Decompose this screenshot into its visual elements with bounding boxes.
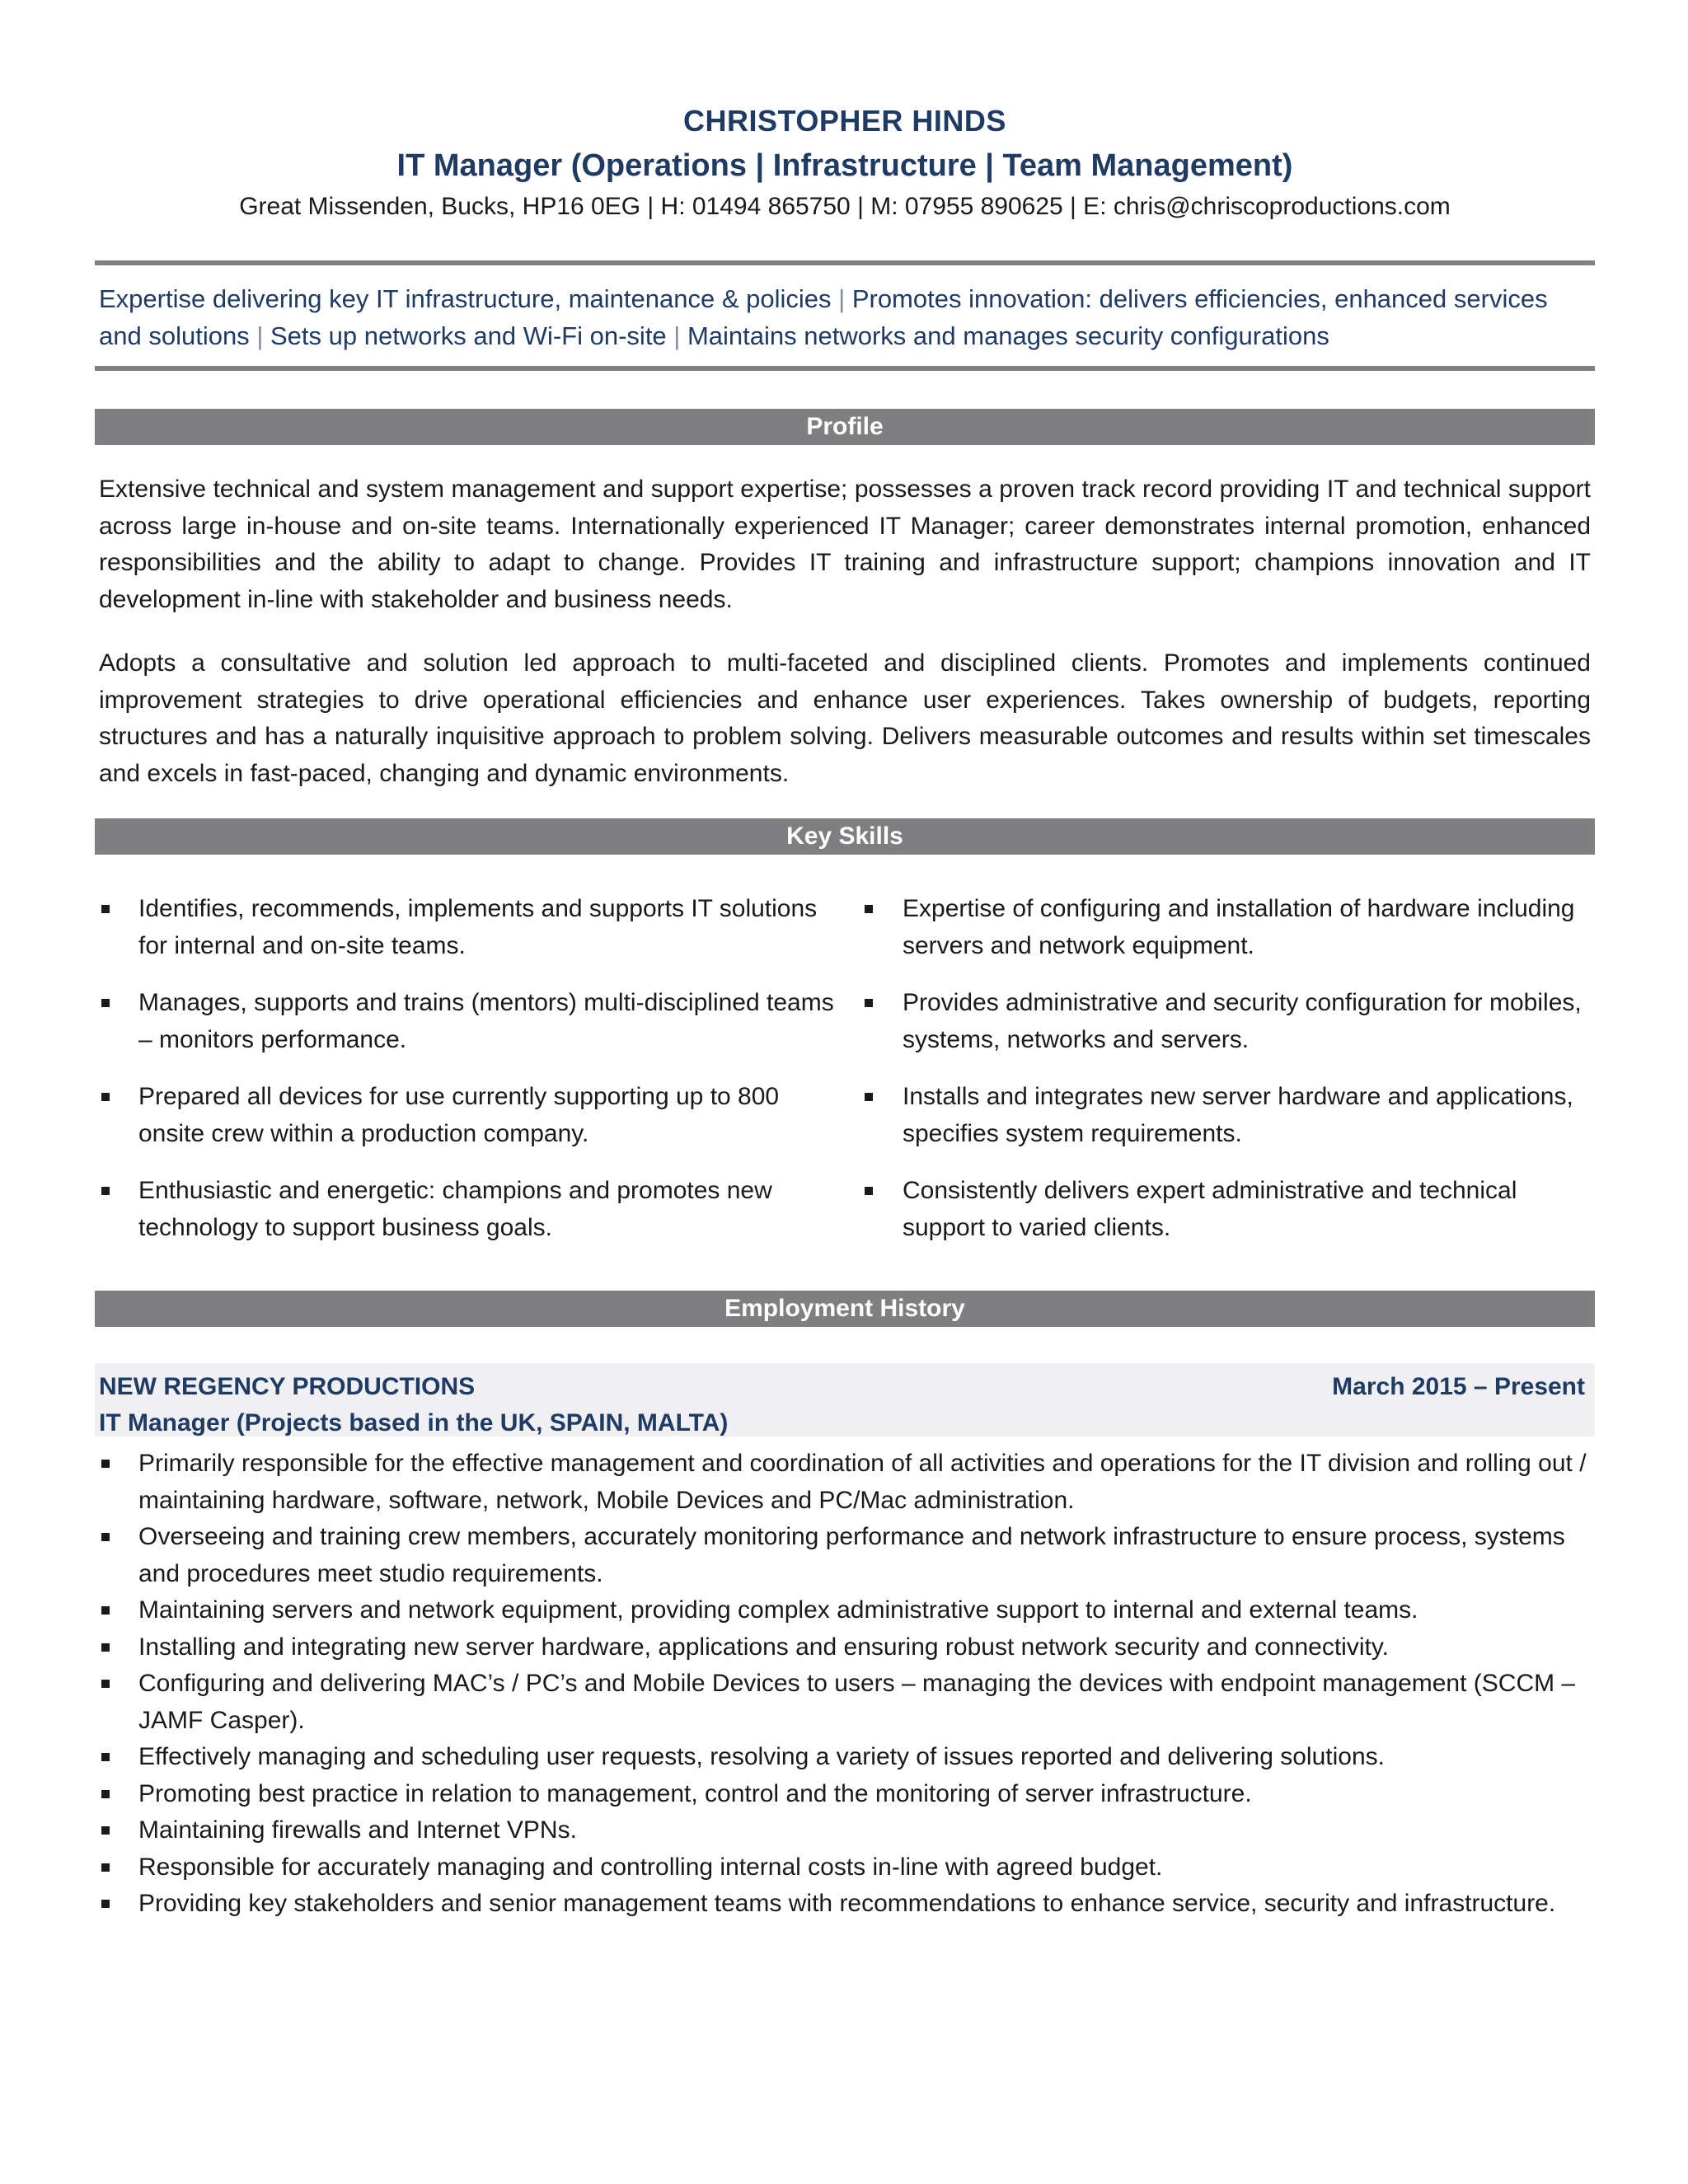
duty-text: Promoting best practice in relation to management, control and the monitoring of server infrastructure. xyxy=(138,1779,1252,1807)
job-header xyxy=(95,1363,1595,1436)
duty-item xyxy=(95,1812,1595,1849)
duty-text: Providing key stakeholders and senior management teams with recommendations to enhance service, security and infrastructure. xyxy=(138,1890,1556,1917)
bullet-square-icon xyxy=(101,1643,110,1652)
profile-paragraph: Adopts a consultative and solution led approach to multi-faceted and disciplined clients. Promotes and implements continued improvement strategies to drive operational efficiencies and enhance user experiences. Takes ownership of budgets, reporting structures and has a naturally inquisitive approach to problem solving. Delivers measurable outcomes and results within set timescales and excels in fast-paced, changing and dynamic environments. xyxy=(99,649,1591,787)
skill-text: Prepared all devices for use currently supporting up to 800 onsite crew within a production company. xyxy=(138,1083,780,1147)
section-header-key-skills: Key Skills xyxy=(95,818,1595,855)
candidate-title: IT Manager (Operations | Infrastructure | Team Management) xyxy=(396,148,1293,183)
duty-text: Installing and integrating new server hardware, applications and ensuring robust network security and connectivity. xyxy=(138,1633,1389,1661)
duty-item xyxy=(95,1886,1595,1923)
highlight-item: Maintains networks and manages security configurations xyxy=(687,321,1329,350)
skill-text: Expertise of configuring and installation of hardware including servers and network equipment. xyxy=(903,895,1575,959)
duty-item xyxy=(95,1519,1595,1592)
contact-line: Great Missenden, Bucks, HP16 0EG | H: 01494 865750 | M: 07955 890625 | E: chris@chriscoproductions.com xyxy=(239,193,1451,220)
skill-item xyxy=(853,1079,1595,1152)
bullet-square-icon xyxy=(101,1863,110,1872)
duty-item xyxy=(95,1666,1595,1739)
duty-item xyxy=(95,1446,1595,1519)
skill-item xyxy=(853,1173,1595,1246)
duty-text: Overseeing and training crew members, accurately monitoring performance and network infrastructure to ensure process, systems and procedures meet studio requirements. xyxy=(138,1523,1565,1587)
highlight-item: Promotes innovation: delivers efficiencies, enhanced services and solutions xyxy=(99,284,1548,350)
bullet-square-icon xyxy=(101,1900,110,1908)
job-dates: March 2015 – Present xyxy=(1332,1373,1585,1400)
skill-text: Manages, supports and trains (mentors) multi-disciplined teams – monitors performance. xyxy=(138,989,834,1053)
duty-item xyxy=(95,1592,1595,1629)
skills-column-right xyxy=(853,891,1595,1267)
profile-paragraph: Extensive technical and system management and support expertise; possesses a proven track record providing IT and technical support across large in-house and on-site teams. Internationally experienced IT Manager; career demonstrates internal promotion, enhanced responsibilities and the ability to adapt to change. Provides IT training and infrastructure support; champions innovation and IT development in-line with stakeholder and business needs. xyxy=(99,476,1591,613)
job-role: IT Manager (Projects based in the UK, SPAIN, MALTA) xyxy=(99,1409,729,1436)
bullet-square-icon xyxy=(101,1187,110,1195)
section-header-employment-history: Employment History xyxy=(95,1291,1595,1327)
bullet-square-icon xyxy=(101,1680,110,1688)
bullet-square-icon xyxy=(101,1460,110,1468)
duty-text: Configuring and delivering MAC’s / PC’s and Mobile Devices to users – managing the devices with endpoint management (SCCM – JAMF Casper). xyxy=(138,1670,1576,1734)
bullet-square-icon xyxy=(101,1826,110,1835)
skill-item xyxy=(95,1079,837,1152)
duty-item xyxy=(95,1849,1595,1886)
highlight-item: Sets up networks and Wi-Fi on-site xyxy=(270,321,667,350)
highlight-item: Expertise delivering key IT infrastructure, maintenance & policies xyxy=(99,284,832,313)
highlight-separator: | xyxy=(838,284,852,313)
duty-text: Responsible for accurately managing and controlling internal costs in-line with agreed budget. xyxy=(138,1853,1163,1881)
bullet-square-icon xyxy=(865,1187,873,1195)
skill-item xyxy=(95,891,837,964)
bullet-square-icon xyxy=(101,1790,110,1798)
skill-item xyxy=(95,985,837,1058)
skills-grid xyxy=(95,891,1595,1267)
duty-text: Maintaining firewalls and Internet VPNs. xyxy=(138,1816,577,1844)
bottom-rule xyxy=(95,366,1595,371)
bullet-square-icon xyxy=(101,1533,110,1541)
skill-text: Consistently delivers expert administrative and technical support to varied clients. xyxy=(903,1177,1517,1241)
bullet-square-icon xyxy=(101,1606,110,1615)
bullet-square-icon xyxy=(101,1093,110,1101)
duty-text: Maintaining servers and network equipment, providing complex administrative support to internal and external teams. xyxy=(138,1596,1418,1624)
skill-item xyxy=(95,1173,837,1246)
duty-item xyxy=(95,1776,1595,1813)
skill-item xyxy=(853,891,1595,964)
duty-text: Primarily responsible for the effective management and coordination of all activities and operations for the IT division and rolling out / maintaining hardware, software, network, Mobile Devices and PC/Mac administration. xyxy=(138,1450,1587,1514)
skill-text: Provides administrative and security configuration for mobiles, systems, networks and servers. xyxy=(903,989,1582,1053)
duty-item xyxy=(95,1739,1595,1776)
section-header-profile: Profile xyxy=(95,409,1595,445)
bullet-square-icon xyxy=(865,999,873,1007)
skill-item xyxy=(853,985,1595,1058)
skill-text: Identifies, recommends, implements and supports IT solutions for internal and on-site teams. xyxy=(138,895,818,959)
bullet-square-icon xyxy=(865,905,873,913)
highlight-separator: | xyxy=(673,321,687,350)
bullet-square-icon xyxy=(101,1753,110,1761)
skill-text: Installs and integrates new server hardware and applications, specifies system requirements. xyxy=(903,1083,1573,1147)
bullet-square-icon xyxy=(865,1093,873,1101)
job-duties xyxy=(95,1446,1595,1923)
duty-text: Effectively managing and scheduling user requests, resolving a variety of issues reported and delivering solutions. xyxy=(138,1743,1385,1770)
duty-item xyxy=(95,1629,1595,1666)
bullet-square-icon xyxy=(101,905,110,913)
bullet-square-icon xyxy=(101,999,110,1007)
highlights-block xyxy=(95,265,1595,366)
highlight-separator: | xyxy=(256,321,270,350)
candidate-name: CHRISTOPHER HINDS xyxy=(683,104,1006,138)
company-name: NEW REGENCY PRODUCTIONS xyxy=(99,1373,476,1400)
skill-text: Enthusiastic and energetic: champions and promotes new technology to support business goals. xyxy=(138,1177,772,1241)
resume-page xyxy=(95,0,1595,1923)
skills-column-left xyxy=(95,891,837,1267)
